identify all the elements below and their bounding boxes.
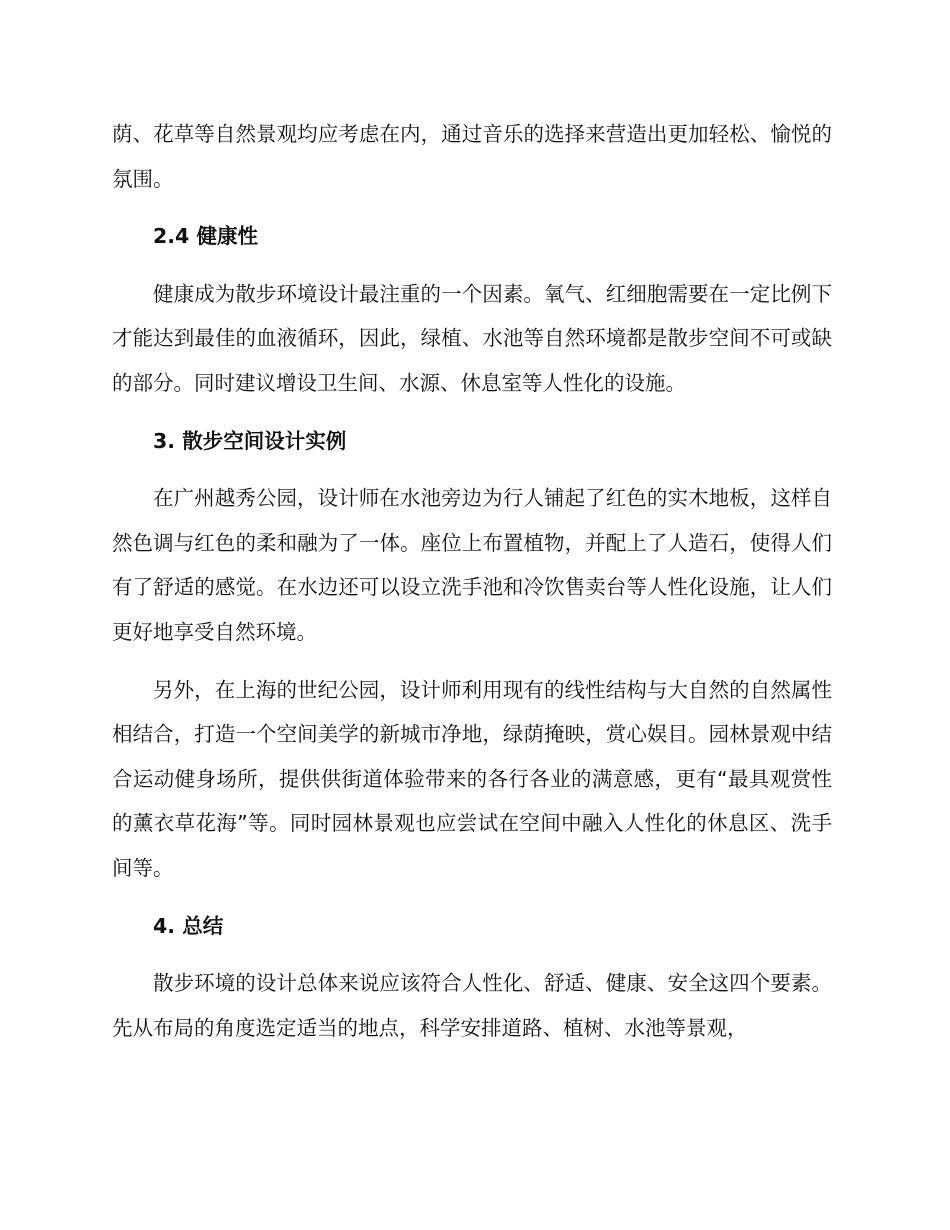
paragraph-health: 健康成为散步环境设计最注重的一个因素。氧气、红细胞需要在一定比例下才能达到最佳的血液循环，因此，绿植、水池等自然环境都是散步空间不可或缺的部分。同时建议增设卫生间、水源、休息室等人性化的设施。 [112,281,832,395]
paragraph-continued-intro: 荫、花草等自然景观均应考虑在内，通过音乐的选择来营造出更加轻松、愉悦的氛围。 [112,122,832,191]
section-heading-4: 4. 总结 [153,913,224,938]
paragraph-guangzhou-example: 在广州越秀公园，设计师在水池旁边为行人铺起了红色的实木地板，这样自然色调与红色的柔和融为了一体。座位上布置植物，并配上了人造石，使得人们有了舒适的感觉。在水边还可以设立洗手池和冷饮售卖台等人性化设施，让人们更好地享受自然环境。 [112,486,832,644]
section-heading-2-4: 2.4 健康性 [153,224,258,249]
paragraph-summary: 散步环境的设计总体来说应该符合人性化、舒适、健康、安全这四个要素。先从布局的角度选定适当的地点，科学安排道路、植树、水池等景观， [112,971,832,1040]
paragraph-shanghai-example: 另外，在上海的世纪公园，设计师利用现有的线性结构与大自然的自然属性相结合，打造一个空间美学的新城市净地，绿荫掩映，赏心娱目。园林景观中结合运动健身场所，提供供街道体验带来的各行各业的满意感，更有“最具观赏性的薰衣草花海”等。同时园林景观也应尝试在空间中融入人性化的休息区、洗手间等。 [112,677,832,880]
document-body [112,112,832,1063]
section-heading-3: 3. 散步空间设计实例 [153,428,347,453]
